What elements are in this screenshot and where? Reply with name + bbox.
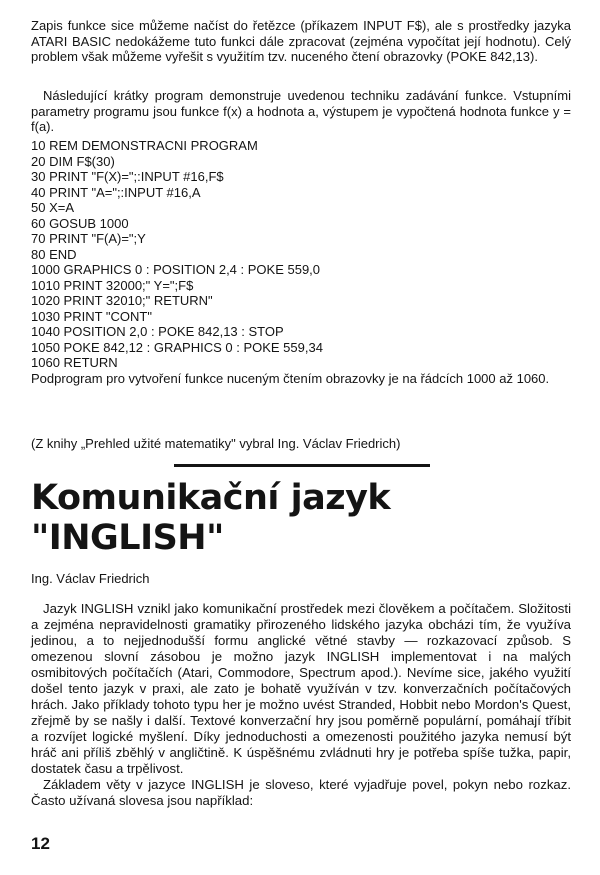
program-line: 1040 POSITION 2,0 : POKE 842,13 : STOP — [31, 324, 284, 339]
page-number: 12 — [31, 834, 50, 853]
program-line: 1060 RETURN — [31, 355, 118, 370]
program-line: 1030 PRINT "CONT" — [31, 308, 152, 324]
article-paragraph-1: Jazyk INGLISH vznikl jako komunikační prostředek mezi člověkem a počítačem. Složitosti a zejména nepravidelnosti gramatiky přirozeného lidského jazyka obcházi tím, že využíva jedinou, a to nejjednodušší formu anglické větné stavby — rozkazovací způsob. S omezenou slovní zásobou je možno jazyk INGLISH implementovat i na malých osmibitových počítačích (Atari, Commodore, Spectrum apod.). Nevíme sice, jakého využití došel tento jazyk v praxi, ale zato je bohatě využíván v tzv. konverzačních počítačových hrách. Jako příklady tohoto typu her je možno uvést Stranded, Hobbit nebo Mordon's Quest, zřejmě by se našly i další. Textové konverzační hry jsou poměrně populární, pomáhají tříbit a rozvíjet logické myšlení. Díky jednoduchosti a omezenosti použitého jazyka nemusí být hráč ani příliš zběhlý v angličtině. K úspěšnému zvládnuti hry je potřeba spíše tužka, papir, dostatek času a trpělivost. — [31, 601, 571, 776]
program-line: 1050 POKE 842,12 : GRAPHICS 0 : POKE 559,34 — [31, 339, 323, 355]
program-line: 1010 PRINT 32000;" Y=";F$ — [31, 277, 194, 293]
program-line: 10 REM DEMONSTRACNI PROGRAM — [31, 138, 258, 153]
program-line: 1020 PRINT 32010;" RETURN" — [31, 293, 213, 308]
article-title-line-2: "INGLISH" — [31, 518, 224, 558]
basic-program-listing — [31, 138, 571, 386]
article-author: Ing. Václav Friedrich — [31, 571, 150, 586]
program-line: 20 DIM F$(30) — [31, 153, 115, 169]
article-title-line-1: Komunikační jazyk — [31, 478, 391, 518]
intro-paragraph-2: Následující krátky program demonstruje uvedenou techniku zadávání funkce. Vstupními parametry programu jsou funkce f(x) a hodnota a, výstupem je vypočtená hodnota funkce y = f(a). — [31, 88, 571, 134]
program-line: 30 PRINT "F(X)=";:INPUT #16,F$ — [31, 169, 224, 184]
program-line: 70 PRINT "F(A)=";Y — [31, 231, 146, 246]
article-body — [31, 601, 571, 809]
program-line: 60 GOSUB 1000 — [31, 215, 129, 231]
program-line: 80 END — [31, 246, 77, 262]
article-title — [31, 478, 390, 558]
program-line: 50 X=A — [31, 200, 75, 215]
intro-paragraph-1: Zapis funkce sice můžeme načíst do řetězce (příkazem INPUT F$), ale s prostředky jazyka ATARI BASIC nedokážeme tuto funkci dále zpracovat (zejména vypočítat její hodnotu). Celý problem však můžeme vyřešit s využitím tzv. nuceného čtení obrazovky (POKE 842,13). — [31, 18, 571, 64]
article-paragraph-2: Základem věty v jazyce INGLISH je sloveso, které vyjadřuje povel, pokyn nebo rozkaz. Často užívaná slovesa jsou například: — [31, 777, 571, 808]
closing-paragraph: Podprogram pro vytvoření funkce nuceným čtením obrazovky je na řádcích 1000 až 1060. — [31, 370, 550, 386]
program-line: 40 PRINT "A=";:INPUT #16,A — [31, 184, 201, 200]
program-line: 1000 GRAPHICS 0 : POSITION 2,4 : POKE 559,0 — [31, 262, 321, 277]
section-divider — [174, 464, 430, 467]
source-caption: (Z knihy „Prehled užité matematiky" vybral Ing. Václav Friedrich) — [31, 436, 401, 451]
